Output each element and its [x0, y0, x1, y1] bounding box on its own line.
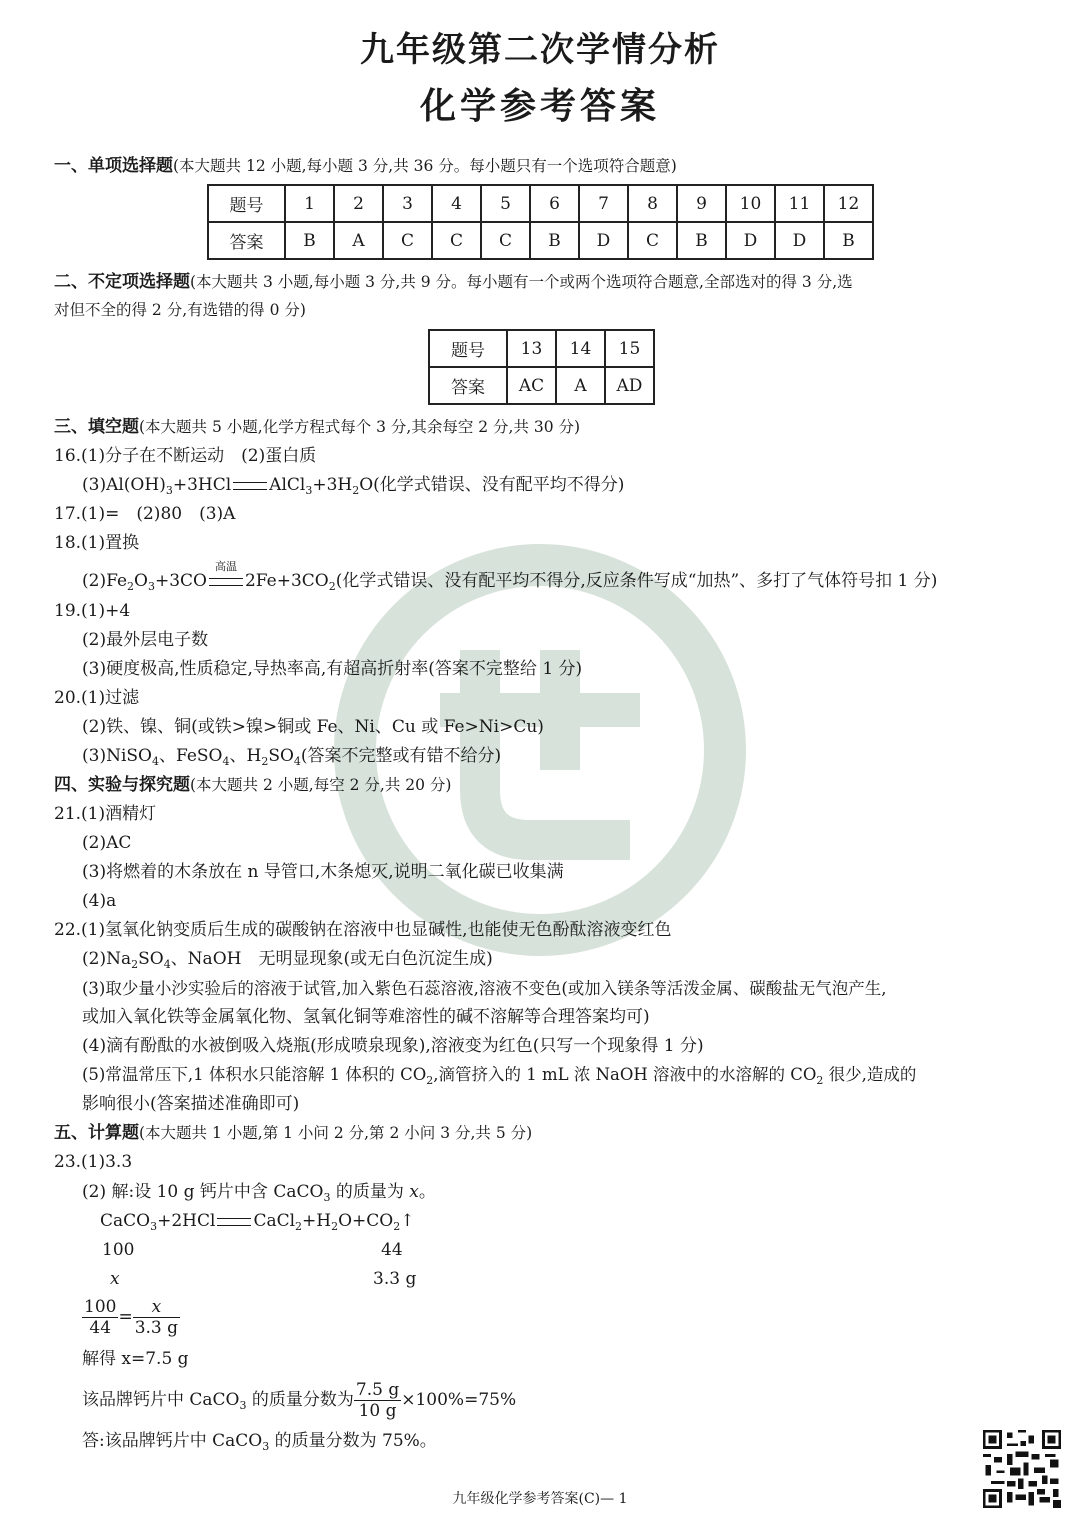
section1-answer-table [207, 184, 874, 260]
answer-cell: D [579, 222, 628, 259]
answer-cell: A [556, 367, 605, 404]
answer-20-3: (3)NiSO$_4$、FeSO$_4$、$H_2SO_4$(答案不完整或有错不给分) [82, 746, 502, 768]
question-number-cell: 10 [726, 185, 775, 222]
answer-16-3: $(3)Al(OH)_3+3HCl$ $AlCl_3+3H_2O$(化学式错误、没有配平均不得分) [82, 475, 625, 497]
answer-19-3: (3)硬度极高,性质稳定,导热率高,有超高折射率(答案不完整给 1 分) [82, 659, 583, 679]
reaction-condition: 高温 [207, 570, 245, 592]
chemical-equation: CaCO$_3$+2HCl $CaCl_2+H_2O+CO_2↑$ [100, 1211, 415, 1233]
answer-18-2: $(2)Fe_2O_3+3CO$ 高温 $2Fe+3CO_2$(化学式错误、没有配平均不得分,反应条件写成“加热”、多打了气体符号扣 1 分) [82, 560, 938, 593]
answer-21-1: 21.(1)酒精灯 [54, 804, 157, 824]
question-number-cell: 3 [383, 185, 432, 222]
question-number-cell: 11 [775, 185, 824, 222]
molar-mass-co2: 44 [381, 1240, 403, 1260]
section2-header [54, 271, 853, 293]
answer-22-2: $(2)Na_2SO_4$、NaOH 无明显现象(或无白色沉淀生成) [82, 949, 493, 971]
section1-heading: 一、单项选择题 [54, 156, 173, 176]
table-row-label: 答案 [429, 367, 507, 404]
section5-note: (本大题共 1 小题,第 1 小问 2 分,第 2 小问 3 分,共 5 分) [139, 1124, 533, 1142]
question-number-cell: 1 [285, 185, 334, 222]
answer-22-4: (4)滴有酚酞的水被倒吸入烧瓶(形成喷泉现象),溶液变为红色(只写一个现象得 1 分) [82, 1036, 704, 1056]
answer-22-3: (3)取少量小沙实验后的溶液于试管,加入紫色石蕊溶液,溶液不变色(或加入镁条等活泼金属、碳酸盐无气泡产生, [82, 979, 887, 998]
answer-cell: AD [605, 367, 654, 404]
answer-cell: C [628, 222, 677, 259]
answer-cell: B [285, 222, 334, 259]
section4-header [54, 774, 451, 796]
answer-19-1: 19.(1)+4 [54, 601, 131, 621]
section2-answer-table [428, 329, 655, 405]
answer-17: 17.(1)= (2)80 (3)A [54, 504, 236, 524]
table-row-label: 题号 [208, 185, 285, 222]
solution-result: 解得 x=7.5 g [82, 1349, 189, 1369]
answer-22-1: 22.(1)氢氧化钠变质后生成的碳酸钠在溶液中也显碱性,也能使无色酚酞溶液变红色 [54, 920, 672, 940]
question-number-cell: 5 [481, 185, 530, 222]
answer-cell: B [677, 222, 726, 259]
question-number-cell: 8 [628, 185, 677, 222]
answer-cell: C [432, 222, 481, 259]
page-subtitle: 化学参考答案 [419, 86, 660, 127]
question-number-cell: 2 [334, 185, 383, 222]
answer-20-1: 20.(1)过滤 [54, 688, 140, 708]
question-number-cell: 12 [824, 185, 873, 222]
answer-23-1: 23.(1)3.3 [54, 1152, 133, 1172]
answer-cell: B [824, 222, 873, 259]
answer-22-5-cont: 影响很小(答案描述准确即可) [82, 1094, 300, 1114]
answer-cell: C [481, 222, 530, 259]
answer-cell: B [530, 222, 579, 259]
section2-heading: 二、不定项选择题 [54, 272, 190, 292]
answer-20-2: (2)铁、镍、铜(或铁>镍>铜或 Fe、Ni、Cu 或 Fe>Ni>Cu) [82, 717, 544, 737]
section2-note-cont: 对但不全的得 2 分,有选错的得 0 分) [54, 301, 306, 319]
question-number-cell: 9 [677, 185, 726, 222]
answer-22-3-cont: 或加入氧化铁等金属氧化物、氢氧化铜等难溶性的碱不溶解等合理答案均可) [82, 1007, 650, 1027]
answer-cell: D [726, 222, 775, 259]
section5-header [54, 1122, 532, 1144]
proportion-equation: $\frac{100}{44}$ = $\frac{x}{3.3 g}$ [84, 1297, 179, 1338]
answer-21-3: (3)将燃着的木条放在 n 导管口,木条熄灭,说明二氧化碳已收集满 [82, 862, 564, 882]
section5-heading: 五、计算题 [54, 1123, 139, 1143]
answer-19-2: (2)最外层电子数 [82, 630, 209, 650]
molar-mass-caco3: 100 [102, 1240, 135, 1260]
question-number-cell: 14 [556, 330, 605, 367]
answer-cell: A [334, 222, 383, 259]
answer-cell: D [775, 222, 824, 259]
section4-note: (本大题共 2 小题,每空 2 分,共 20 分) [190, 776, 452, 794]
mass-fraction-calc: 该品牌钙片中 CaCO$_3$ 的质量分数为 $\frac{7.5 g}{10 g}$ ×100%=75% [82, 1380, 517, 1421]
answer-23-2: (2) 解:设 10 g 钙片中含 CaCO$_3$ 的质量为 x。 [82, 1182, 436, 1204]
section3-heading: 三、填空题 [54, 417, 139, 437]
final-answer: 答:该品牌钙片中 CaCO$_3$ 的质量分数为 75%。 [82, 1431, 437, 1453]
answer-22-5: (5)常温常压下,1 体积水只能溶解 1 体积的 $CO_2$,滴管挤入的 1 mL 浓 NaOH 溶液中的水溶解的 $CO_2$ 很少,造成的 [82, 1065, 917, 1087]
section2-note: (本大题共 3 小题,每小题 3 分,共 9 分。每小题有一个或两个选项符合题意,全部选对的得 3 分,选 [190, 273, 853, 291]
question-number-cell: 6 [530, 185, 579, 222]
section1-note: (本大题共 12 小题,每小题 3 分,共 36 分。每小题只有一个选项符合题意) [173, 157, 677, 175]
co2-mass: 3.3 g [373, 1269, 417, 1289]
section1-header [54, 155, 677, 177]
question-number-cell: 7 [579, 185, 628, 222]
page-title: 九年级第二次学情分析 [360, 30, 720, 70]
table-row-label: 答案 [208, 222, 285, 259]
answer-21-4: (4)a [82, 891, 117, 911]
section3-note: (本大题共 5 小题,化学方程式每个 3 分,其余每空 2 分,共 30 分) [139, 418, 581, 436]
section3-header [54, 416, 580, 438]
answer-16-1: 16.(1)分子在不断运动 (2)蛋白质 [54, 446, 317, 466]
answer-cell: AC [507, 367, 556, 404]
answer-cell: C [383, 222, 432, 259]
table-row-label: 题号 [429, 330, 507, 367]
equation-equals-sign [233, 482, 267, 490]
answer-18-1: 18.(1)置换 [54, 533, 140, 553]
question-number-cell: 13 [507, 330, 556, 367]
unknown-mass: x [110, 1269, 120, 1289]
question-number-cell: 4 [432, 185, 481, 222]
question-number-cell: 15 [605, 330, 654, 367]
answer-21-2: (2)AC [82, 833, 132, 853]
page-footer: 九年级化学参考答案(C)— 1 [452, 1491, 628, 1507]
section4-heading: 四、实验与探究题 [54, 775, 190, 795]
